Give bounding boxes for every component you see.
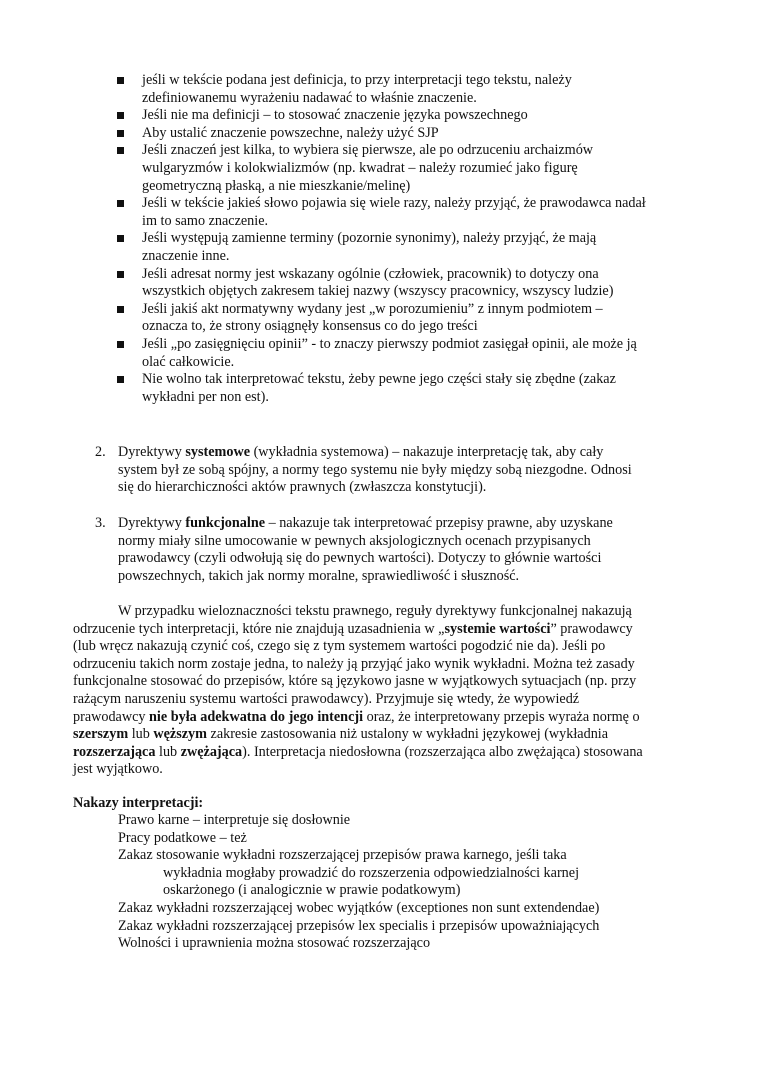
list-item: Jeśli znaczeń jest kilka, to wybiera się pierwsze, ale po odrzuceniu archaizmów wulgaryzmów i kolokwializmów (np. kwadrat – należy rozumieć jako figurę geometryczną płaską, a nie mieszkanie/melinę) [117,142,692,195]
square-bullet-icon [117,306,124,313]
bold-term: systemowe [185,444,251,460]
list-item: Nie wolno tak interpretować tekstu, żeby pewne jego części stały się zbędne (zakaz wykładni per non est). [117,371,692,406]
list-item: Pracy podatkowe – też [118,829,247,846]
list-item: Jeśli adresat normy jest wskazany ogólnie (człowiek, pracownik) to dotyczy ona wszystkich objętych zakresem takiej nazwy (wszyscy pracownicy, wszyscy ludzie) [117,266,692,301]
list-item: jeśli w tekście podana jest definicja, to przy interpretacji tego tekstu, należy zdefiniowanemu wyrażeniu nadawać to właśnie znaczenie. [117,72,692,107]
numbered-item-functional [95,515,685,585]
list-item-continuation: wykładnia mogłaby prowadzić do rozszerzenia odpowiedzialności karnej [163,864,580,881]
list-item: Jeśli „po zasięgnięciu opinii” - to znaczy pierwszy podmiot zasięgał opinii, ale może ją olać całkowicie. [117,336,692,371]
interpretation-orders-list [118,812,688,953]
list-item-continuation: oskarżonego (i analogicznie w prawie podatkowym) [163,882,461,899]
bold-term: funkcjonalne [185,515,266,531]
item-text: Dyrektywy funkcjonalne – nakazuje tak interpretować przepisy prawne, aby uzyskane normy miały silne umocowanie w pewnych aksjologicznych ocenach przypisanych prawodawcy (czyli odwołują się do pewnych wartości). Dotyczy to głównie wartości powszechnych, takich jak normy moralne, sprawiedliwość i słuszność. [118,515,613,584]
list-item: Wolności i uprawnienia można stosować rozszerzająco [118,935,431,952]
bold-term: zwężająca [180,743,243,760]
list-item: Zakaz wykładni rozszerzającej wobec wyjątków (exceptiones non sunt extendendae) [118,899,600,916]
list-item: Aby ustalić znaczenie powszechne, należy użyć SJP [117,125,692,143]
list-item: Prawo karne – interpretuje się dosłownie [118,812,351,828]
square-bullet-icon [117,147,124,154]
bold-term: węższym [153,726,207,743]
bold-term: szerszym [73,726,129,743]
square-bullet-icon [117,200,124,207]
item-number: 3. [95,515,106,531]
list-item: Jeśli w tekście jakieś słowo pojawia się wiele razy, należy przyjąć, że prawodawca nadał im to samo znaczenie. [117,195,692,230]
square-bullet-icon [117,77,124,84]
section-heading: Nakazy interpretacji: [73,795,204,811]
square-bullet-icon [117,376,124,383]
bold-term: systemie wartości [444,620,551,637]
list-item: Jeśli nie ma definicji – to stosować znaczenie języka powszechnego [117,107,692,125]
bold-term: rozszerzająca [73,743,156,760]
square-bullet-icon [117,341,124,348]
bold-term: nie była adekwatna do jego intencji [149,708,364,725]
list-item: Zakaz stosowanie wykładni rozszerzającej przepisów prawa karnego, jeśli taka [118,847,567,864]
square-bullet-icon [117,130,124,137]
interpretation-rules-list [117,72,692,406]
list-item: Jeśli jakiś akt normatywny wydany jest „w porozumieniu” z innym podmiotem – oznacza to, że strony osiągnęły konsensus co do jego treści [117,301,692,336]
square-bullet-icon [117,271,124,278]
ambiguity-paragraph: W przypadku wieloznaczności tekstu prawnego, reguły dyrektywy funkcjonalnej nakazują odrzucenie tych interpretacji, które nie znajdują uzasadnienia w „systemie wartości” prawodawcy (lub wręcz nakazują czynić coś, czego się z tym systemem wartości pogodzić nie da). Jeśli po odrzuceniu takich norm zostaje jedna, to należy ją przyjąć jako wynik wykładni. Można też zasady funkcjonalne stosować do przepisów, które są językowo jasne w wyjątkowych sytuacjach (np. przy rażącym naruszeniu systemu wartości prawodawcy). Przyjmuje się wtedy, że wypowiedź prawodawcy nie była adekwatna do jego intencji oraz, że interpretowany przepis wyraża normę o szerszym lub węższym zakresie zastosowania niż ustalony w wykładni językowej (wykładnia rozszerzająca lub zwężająca). Interpretacja niedosłowna (rozszerzająca albo zwężająca) stosowana jest wyjątkowo. [73,603,643,778]
square-bullet-icon [117,235,124,242]
item-number: 2. [95,444,106,460]
square-bullet-icon [117,112,124,119]
list-item: Zakaz wykładni rozszerzającej przepisów lex specialis i przepisów upoważniających [118,917,600,934]
numbered-item-systemic [95,444,685,497]
item-text: Dyrektywy systemowe (wykładnia systemowa) – nakazuje interpretację tak, aby cały system był ze sobą spójny, a normy tego systemu nie były między sobą niezgodne. Odnosi się do hierarchiczności aktów prawnych (zwłaszcza konstytucji). [118,444,632,496]
list-item: Jeśli występują zamienne terminy (pozornie synonimy), należy przyjąć, że mają znaczenie inne. [117,230,692,265]
